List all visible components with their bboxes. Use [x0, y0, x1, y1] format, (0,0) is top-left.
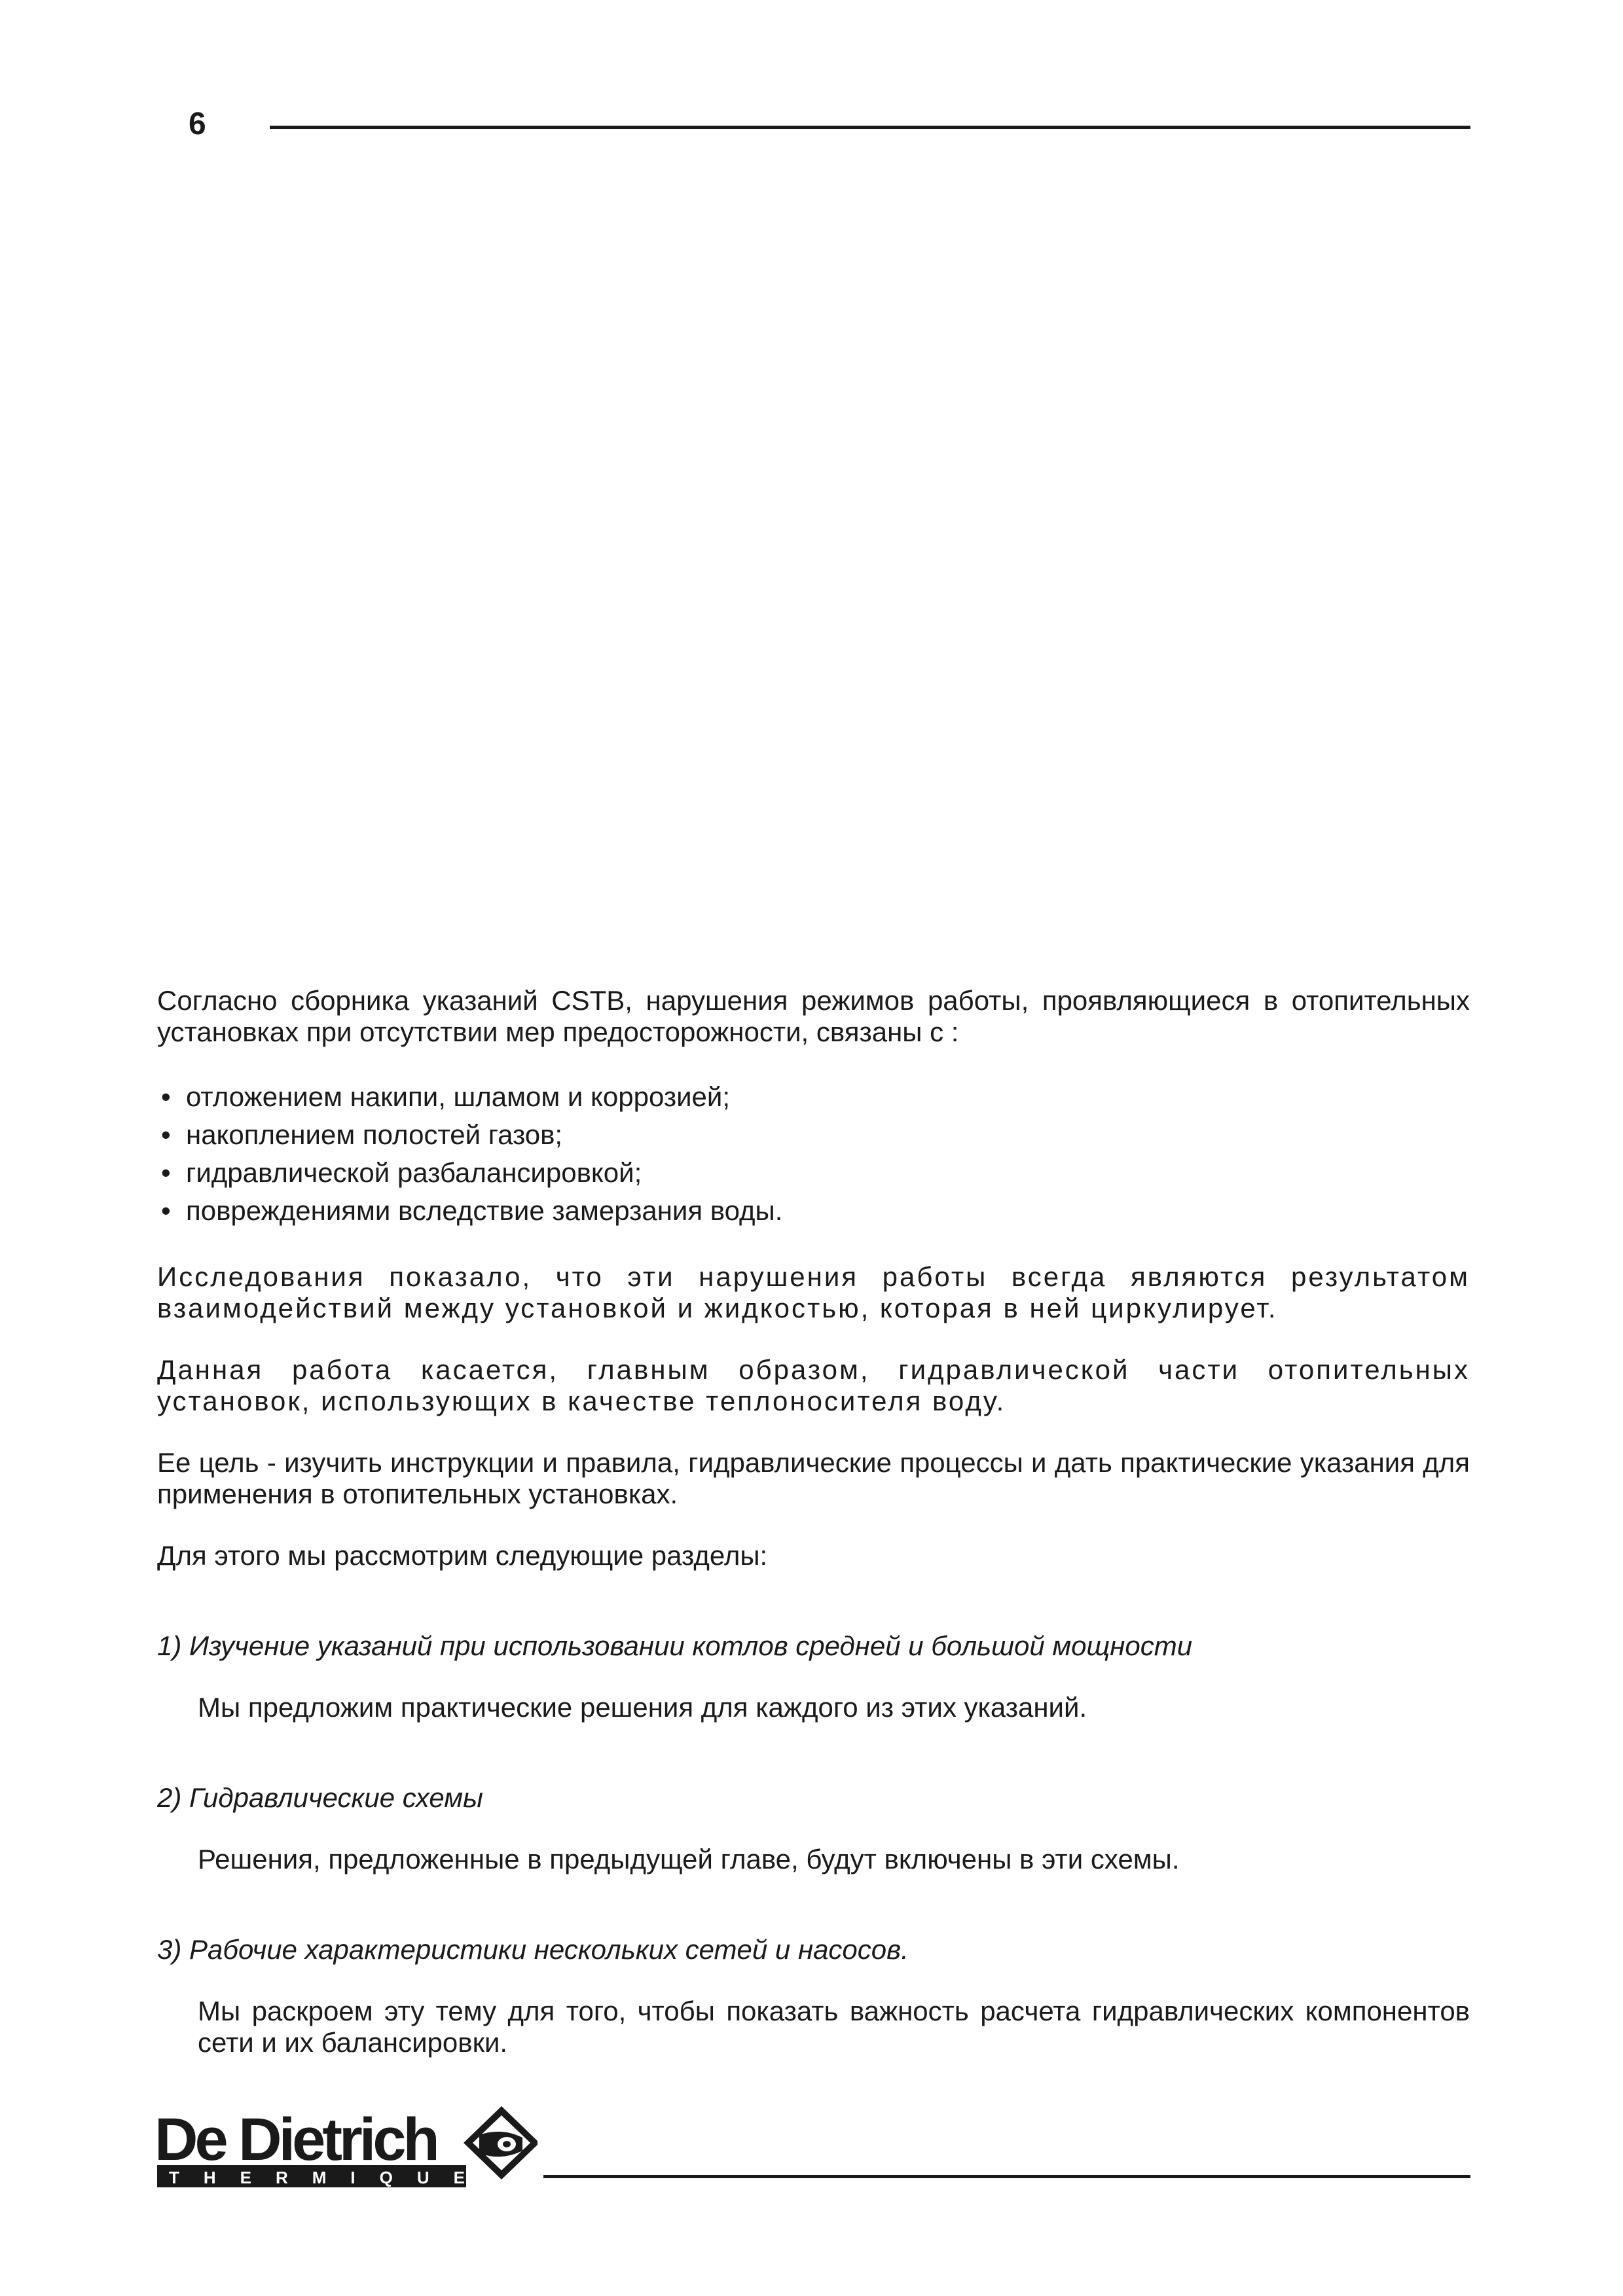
section-heading: 3) Рабочие характеристики нескольких сетей и насосов.	[157, 1934, 909, 1965]
section-text: Решения, предложенные в предыдущей главе, будут включены в эти схемы.	[198, 1844, 1180, 1874]
list-item: • накоплением полостей газов;	[157, 1116, 1470, 1154]
bullet-list	[157, 1078, 1470, 1230]
section-heading: 1) Изучение указаний при использовании котлов средней и большой мощности	[157, 1630, 1193, 1661]
section-text: Мы предложим практические решения для каждого из этих указаний.	[198, 1692, 1087, 1723]
section-heading: 2) Гидравлические схемы	[157, 1782, 483, 1813]
bullet-dot-icon: •	[161, 1157, 171, 1188]
body-paragraph: Для этого мы рассмотрим следующие разделы:	[157, 1540, 768, 1571]
footer-rule	[543, 2175, 1470, 2178]
body-paragraph: Данная работа касается, главным образом, гидравлической части отопительных установок, использующих в качестве теплоносителя воду.	[157, 1354, 1470, 1416]
de-dietrich-logo	[155, 2101, 538, 2206]
list-item: • повреждениями вследствие замерзания воды.	[157, 1192, 1470, 1230]
bullet-dot-icon: •	[161, 1195, 171, 1226]
bullet-dot-icon: •	[161, 1081, 171, 1112]
page-number: 6	[189, 107, 206, 141]
logo-subtitle: THERMIQUE	[169, 2168, 489, 2187]
header-rule	[270, 126, 1470, 129]
body-paragraph: Ее цель - изучить инструкции и правила, гидравлические процессы и дать практические указания для применения в отопительных установках.	[157, 1447, 1470, 1509]
main-content	[157, 985, 1470, 2058]
list-item: • гидравлической разбалансировкой;	[157, 1154, 1470, 1192]
list-item: • отложением накипи, шламом и коррозией;	[157, 1078, 1470, 1116]
bullet-dot-icon: •	[161, 1119, 171, 1150]
body-paragraph: Исследования показало, что эти нарушения работы всегда являются результатом взаимодействий между установкой и жидкостью, которая в ней циркулирует.	[157, 1261, 1470, 1323]
logo-wordmark: De Dietrich	[155, 2106, 437, 2173]
intro-paragraph: Согласно сборника указаний CSTB, нарушения режимов работы, проявляющиеся в отопительных установках при отсутствии мер предосторожности, связаны с :	[157, 985, 1470, 1047]
section-text: Мы раскроем эту тему для того, чтобы показать важность расчета гидравлических компонентов сети и их балансировки.	[198, 1996, 1470, 2058]
